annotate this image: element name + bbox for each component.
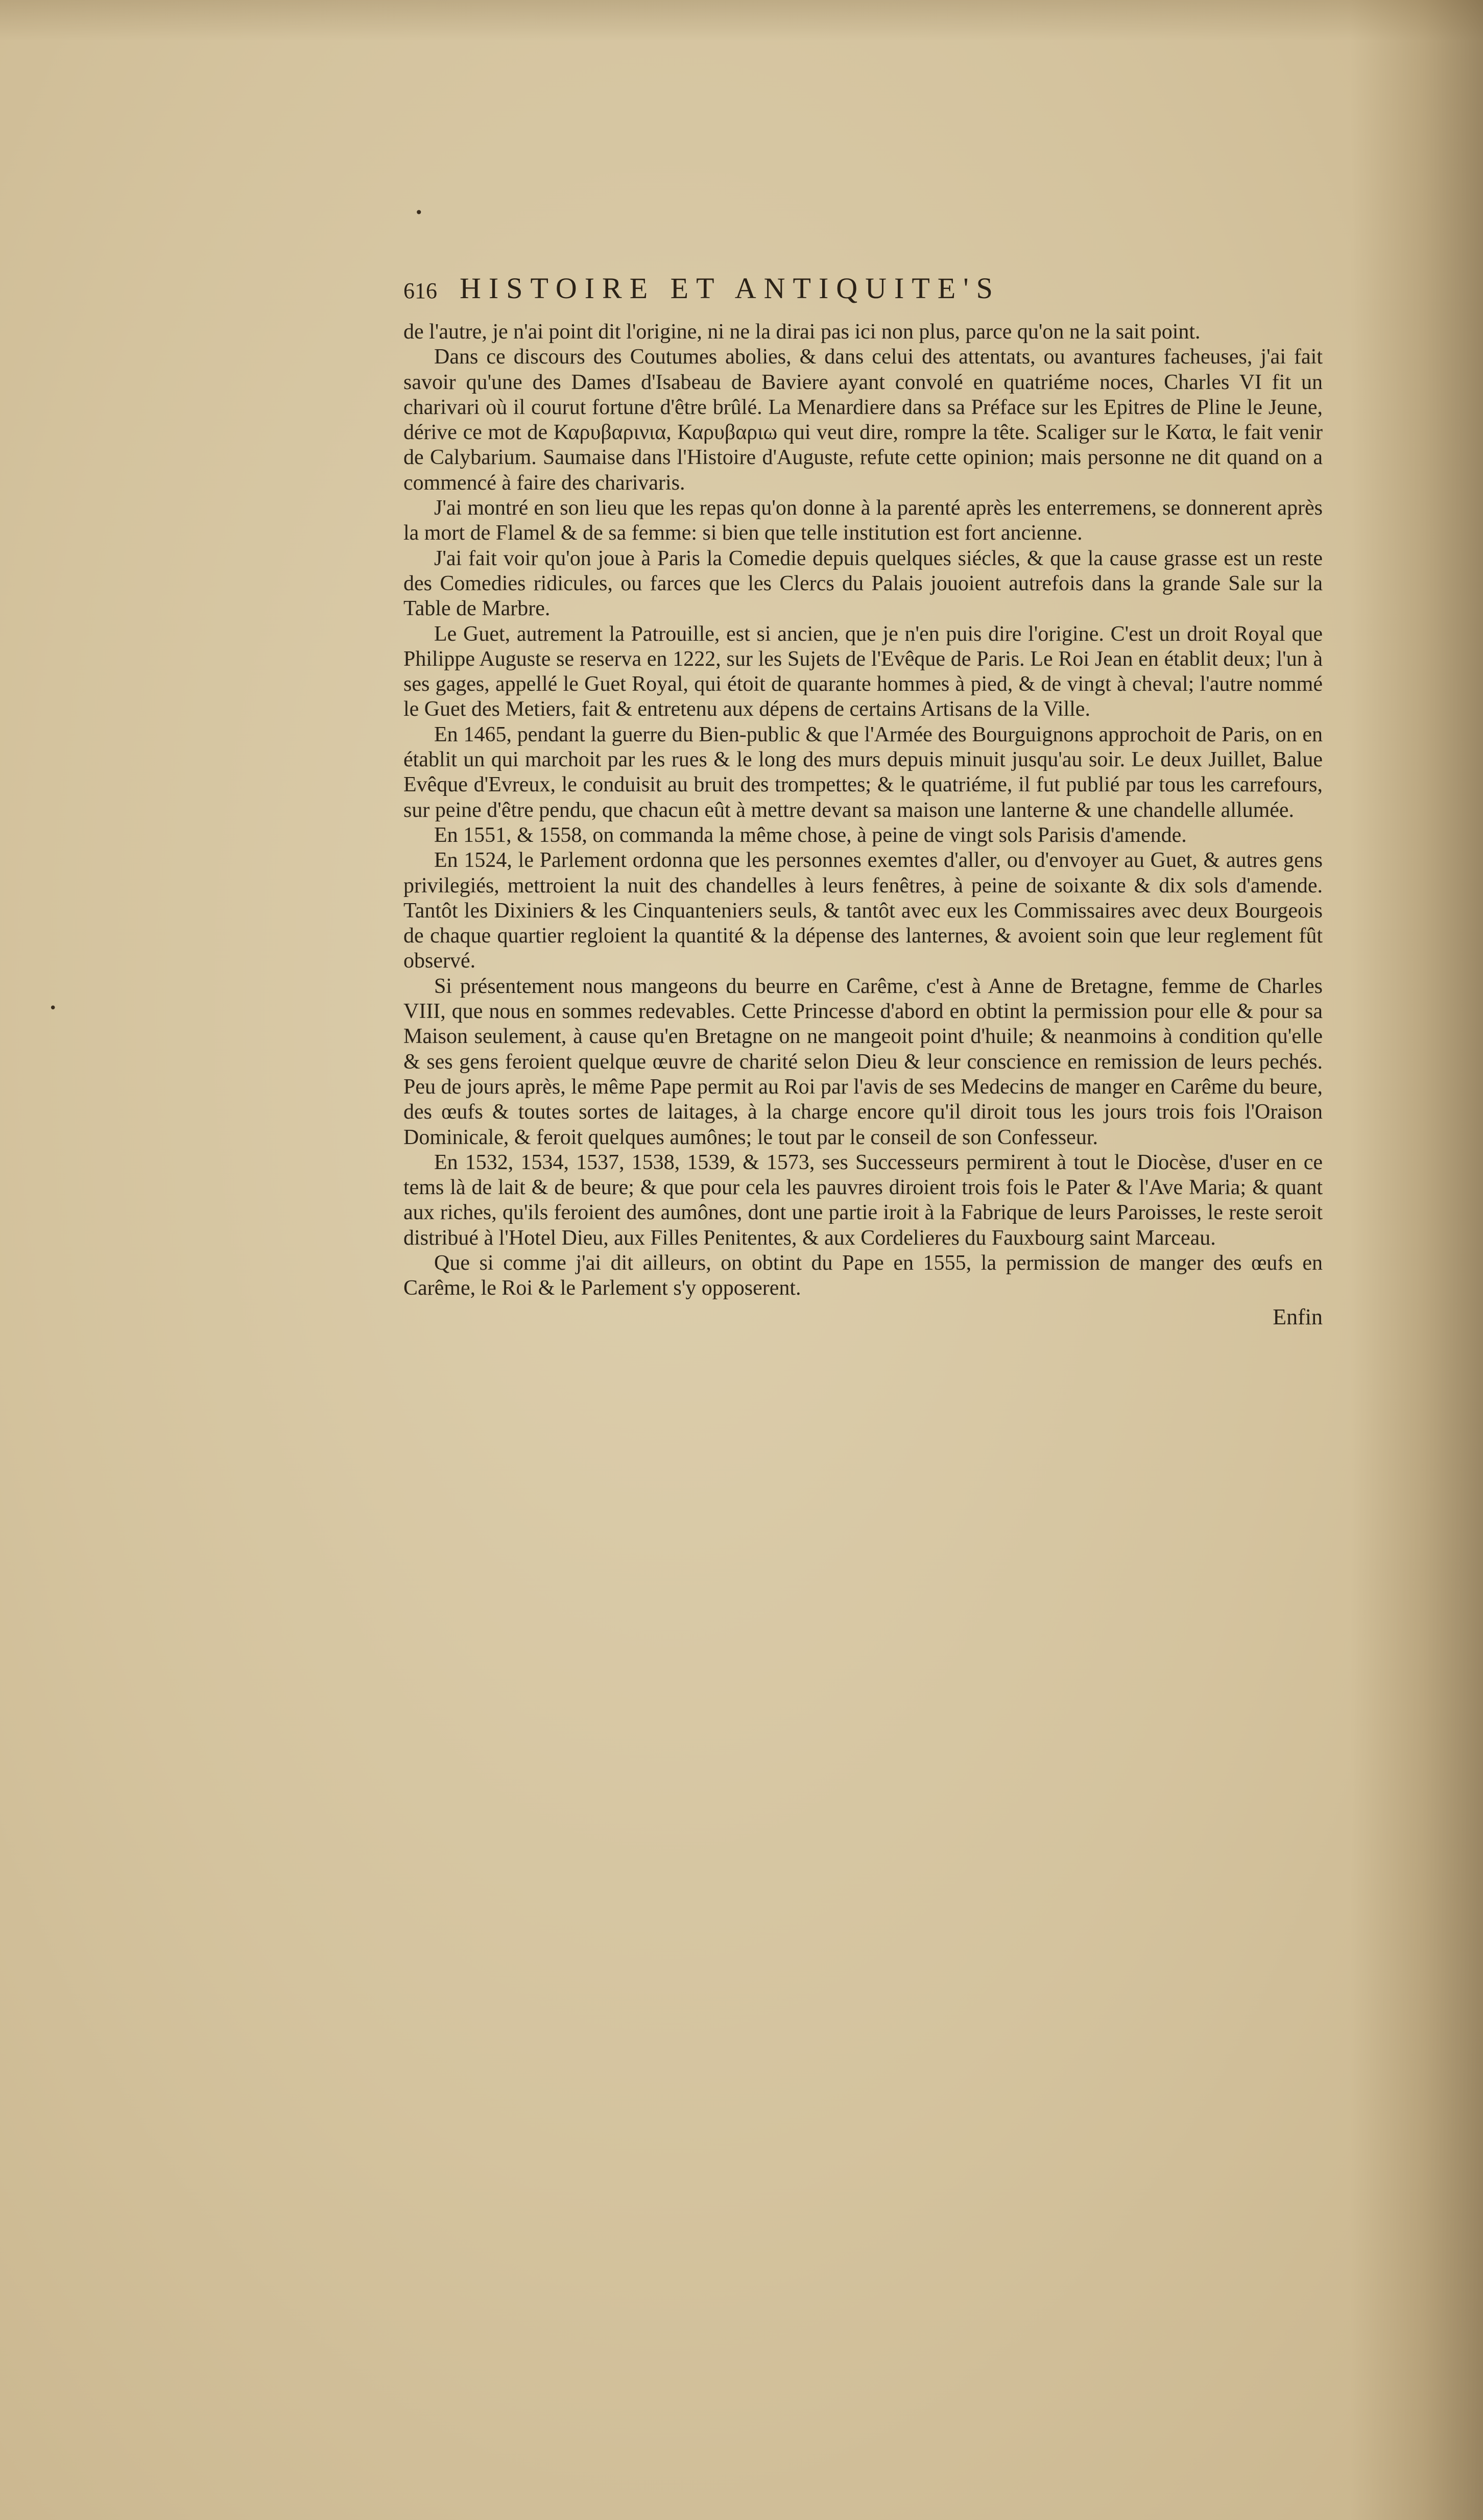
paragraph: Dans ce discours des Coutumes abolies, & dans celui des attentats, ou avantures facheuses, j'ai fait savoir qu'une des Dames d'Isabeau de Baviere ayant convolé en quatriéme noces, Charles VI fit un charivari où il courut fortune d'être brûlé. La Menardiere dans sa Préface sur les Epitres de Pline le Jeune, dérive ce mot de Καρυβαρινια, Καρυβαριω qui veut dire, rompre la tête. Scaliger sur le Κατα, le fait venir de Calybarium. Saumaise dans l'Histoire d'Auguste, refute cette opinion; mais personne ne dit quand on a commencé à faire des charivaris. xyxy=(403,345,1323,495)
paragraph: Le Guet, autrement la Patrouille, est si ancien, que je n'en puis dire l'origine. C'est un droit Royal que Philippe Auguste se reserva en 1222, sur les Sujets de l'Evêque de Paris. Le Roi Jean en établit deux; l'un à ses gages, appellé le Guet Royal, qui étoit de quarante hommes à pied, & de vingt à cheval; l'autre nommé le Guet des Metiers, fait & entretenu aux dépens de certains Artisans de la Ville. xyxy=(403,622,1323,721)
running-head: HISTOIRE ET ANTIQUITE'S xyxy=(460,272,1000,305)
page-header xyxy=(403,272,1323,317)
paragraph: de l'autre, je n'ai point dit l'origine, ni ne la dirai pas ici non plus, parce qu'on ne la sait point. xyxy=(403,320,1201,344)
page-number: 616 xyxy=(403,278,437,303)
ink-dot: • xyxy=(49,1001,57,1016)
text-block xyxy=(403,272,1323,1329)
paragraph: J'ai montré en son lieu que les repas qu'on donne à la parenté après les enterremens, se donnerent après la mort de Flamel & de sa femme: si bien que telle institution est fort ancienne. xyxy=(403,496,1323,545)
ink-dot: • xyxy=(415,204,423,221)
paragraph: Si présentement nous mangeons du beurre en Carême, c'est à Anne de Bretagne, femme de Charles VIII, que nous en sommes redevables. Cette Princesse d'abord en obtint la permission pour elle & pour sa Maison seulement, à cause qu'en Bretagne on ne mangeoit point d'huile; & neanmoins à condition qu'elle & ses gens feroient quelque œuvre de charité selon Dieu & leur conscience en remission de leurs pechés. Peu de jours après, le même Pape permit au Roi par l'avis de ses Medecins de manger en Carême du beure, des œufs & toutes sortes de laitages, à la charge encore qu'il diroit tous les jours trois fois l'Oraison Dominicale, & feroit quelques aumônes; le tout par le conseil de son Confesseur. xyxy=(403,974,1323,1149)
paragraph: J'ai fait voir qu'on joue à Paris la Comedie depuis quelques siécles, & que la cause grasse est un reste des Comedies ridicules, ou farces que les Clercs du Palais jouoient autrefois dans la grande Sale sur la Table de Marbre. xyxy=(403,546,1323,621)
paragraph: En 1532, 1534, 1537, 1538, 1539, & 1573, ses Successeurs permirent à tout le Diocèse, d'user en ce tems là de lait & de beure; & que pour cela les pauvres diroient trois fois le Pater & l'Ave Maria; & quant aux riches, qu'ils feroient des aumônes, dont une partie iroit à la Fabrique de leurs Paroisses, le reste seroit distribué à l'Hotel Dieu, aux Filles Penitentes, & aux Cordelieres du Fauxbourg saint Marceau. xyxy=(403,1150,1323,1250)
page-edge-shading xyxy=(1350,0,1483,2520)
paragraph: En 1524, le Parlement ordonna que les personnes exemtes d'aller, ou d'envoyer au Guet, & autres gens privilegiés, mettroient la nuit des chandelles à leurs fenêtres, à peine de soixante & dix sols d'amende. Tantôt les Dixiniers & les Cinquanteniers seuls, & tantôt avec eux les Commissaires avec deux Bourgeois de chaque quartier regloient la quantité & la dépense des lanternes, & avoient soin que leur reglement fût observé. xyxy=(403,849,1323,973)
page-top-shading xyxy=(0,0,1483,41)
paragraph: En 1551, & 1558, on commanda la même chose, à peine de vingt sols Parisis d'amende. xyxy=(434,823,1187,847)
paragraph: Que si comme j'ai dit ailleurs, on obtint du Pape en 1555, la permission de manger des œufs en Carême, le Roi & le Parlement s'y opposerent. xyxy=(403,1251,1323,1300)
catchword: Enfin xyxy=(1273,1304,1323,1329)
paragraph: En 1465, pendant la guerre du Bien-public & que l'Armée des Bourguignons approchoit de Paris, on en établit un qui marchoit par les rues & le long des murs depuis minuit jusqu'au soir. Le deux Juillet, Balue Evêque d'Evreux, le conduisit au bruit des trompettes; & le quatriéme, il fut publié par tous les carrefours, sur peine d'être pendu, que chacun eût à mettre devant sa maison une lanterne & une chandelle allumée. xyxy=(403,722,1323,822)
